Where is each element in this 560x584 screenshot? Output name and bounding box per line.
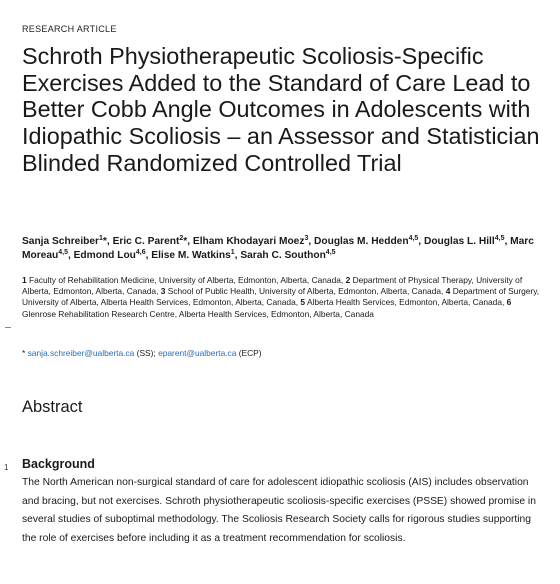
author-separator: , [67,249,74,261]
author-separator: *, [183,236,193,247]
affiliation-text: Glenrose Rehabilitation Research Centre, Alberta Health Services, Edmonton, Alberta, Canada [22,308,374,319]
author-affiliation-sup: 3 [304,235,309,242]
author-separator: , [234,249,241,261]
affiliations [22,275,542,320]
author [424,236,510,247]
author-name: Eric C. Parent [112,236,180,247]
author-affiliation-sup: 4,5 [408,235,419,242]
affiliation-text: School of Public Health, University of Alberta, Edmonton, Alberta, Canada, [167,286,444,297]
line-number: 1 [4,463,9,472]
affiliation-number: 6 [506,297,512,308]
correspondence-initials-2: (ECP) [236,348,262,358]
author [240,250,335,261]
email-link-1[interactable]: sanja.schreiber@ualberta.ca [27,348,135,358]
email-link-2[interactable]: eparent@ualberta.ca [158,348,237,358]
author-affiliation-sup: 2 [179,235,184,242]
affiliation-number: 1 [22,275,27,285]
author-separator: , [504,236,511,247]
affiliation-text: Department of Physical Therapy, University of Alberta, Edmonton, Alberta, Canada, [22,275,523,297]
affiliation [300,297,506,307]
affiliation-number: 5 [300,297,306,308]
affiliation [161,286,446,296]
correspondence [22,348,542,359]
abstract-heading: Abstract [22,398,83,416]
author-name: Elham Khodayari Moez [192,236,305,247]
author [314,236,424,247]
author-name: Elise M. Watkins [151,249,231,261]
margin-mark [5,327,11,328]
affiliation-number: 4 [445,286,451,297]
author-list [22,235,542,262]
affiliation-text: Department of Surgery, University of Alberta, Alberta Health Services, Edmonton, Alberta, Canada, [22,286,540,308]
author-affiliation-sup: 4,5 [58,248,68,256]
author-affiliation-sup: 4,6 [135,248,146,256]
author-separator: , [145,249,152,261]
affiliation-number: 3 [160,286,166,297]
affiliation-text: Alberta Health Services, Edmonton, Alberta, Canada, [306,297,505,308]
author-separator: *, [102,236,113,247]
author-affiliation-sup: 1 [230,248,235,256]
author-name: Edmond Lou [73,249,136,261]
author [22,236,113,247]
author-name: Sarah C. Southon [240,249,326,261]
author-name: Douglas L. Hill [423,236,495,247]
affiliation [22,275,346,285]
correspondence-prefix: * [22,348,28,358]
background-text: The North American non-surgical standard of care for adolescent idiopathic scoliosis (AIS) includes observation and bracing, but not exercises. Schroth physiotherapeutic scoliosis-specific exercises (PSSE) showed promise in several studies of suboptimal methodology. The Scoliosis Research Society calls for rigorous studies supporting the role of exercises before including it as a treatment recommendation for scoliosis. [22,477,536,544]
author-affiliation-sup: 4,5 [494,235,505,242]
author [113,236,193,247]
author-affiliation-sup: 4,5 [325,248,336,256]
article-type-label: RESEARCH ARTICLE [22,24,117,34]
correspondence-initials-1: (SS); [134,348,159,358]
author-separator: , [308,236,315,247]
author-separator: , [418,236,424,247]
affiliation-text: Faculty of Rehabilitation Medicine, University of Alberta, Edmonton, Alberta, Canada, [29,275,344,285]
author-name: Douglas M. Hedden [314,236,409,247]
author [74,250,152,261]
affiliation-number: 2 [345,275,351,285]
author [193,236,314,247]
author-name: Sanja Schreiber [22,236,100,247]
author-affiliation-sup: 1 [99,235,103,242]
background-heading: Background [22,457,95,471]
author [151,250,240,261]
author-name: Marc Moreau [22,236,534,261]
article-title: Schroth Physiotherapeutic Scoliosis-Specific Exercises Added to the Standard of Care Lead to Better Cobb Angle Outcomes in Adolescents with Idiopathic Scoliosis – an Assessor and Statistician Blinded Randomized Controlled Trial [22,43,540,176]
